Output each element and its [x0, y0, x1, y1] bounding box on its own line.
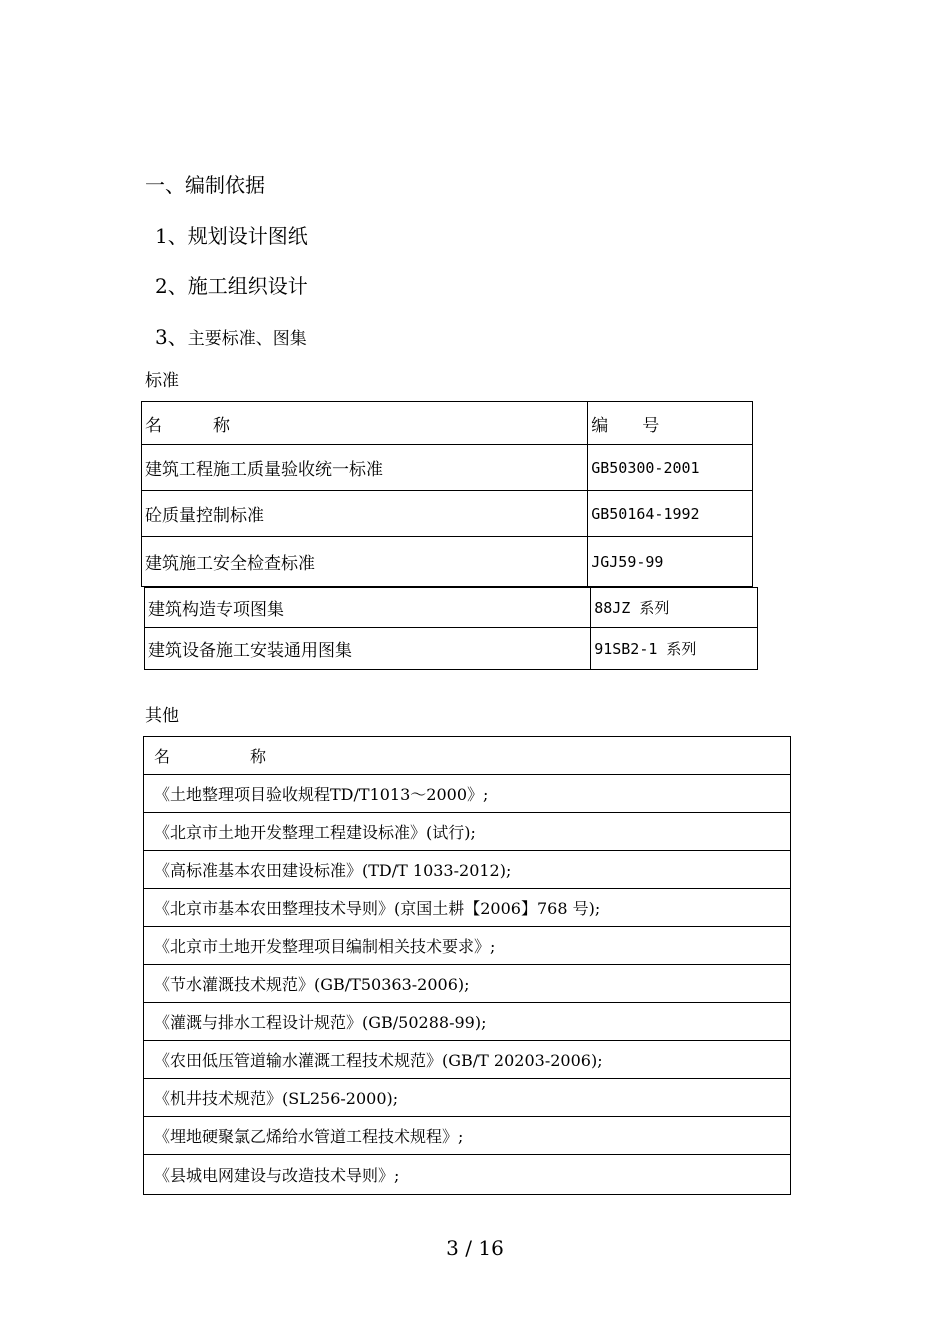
atlas-code: 91SB2-1 系列 [591, 628, 758, 670]
atlas-name: 建筑构造专项图集 [145, 588, 591, 628]
table-row [144, 813, 791, 851]
table-row [145, 588, 758, 628]
table-row [142, 445, 753, 491]
item-1-text: 规划设计图纸 [187, 224, 308, 248]
standard-name: 建筑工程施工质量验收统一标准 [142, 445, 588, 491]
standard-code: JGJ59-99 [588, 537, 753, 587]
other-label: 其他 [145, 706, 179, 726]
other-item: 《土地整理项目验收规程TD/T1013～2000》; [144, 775, 791, 813]
item-3-text: 主要标准、图集 [187, 329, 307, 349]
item-3 [155, 325, 307, 351]
standards-header-row [142, 402, 753, 445]
other-item: 《机井技术规范》(SL256-2000); [144, 1079, 791, 1117]
other-item: 《高标准基本农田建设标准》(TD/T 1033-2012); [144, 851, 791, 889]
table-row [142, 537, 753, 587]
table-row [144, 1003, 791, 1041]
section-title: 一、编制依据 [145, 173, 265, 197]
other-item: 《农田低压管道输水灌溉工程技术规范》(GB/T 20203-2006); [144, 1041, 791, 1079]
page-number: 3 / 16 [446, 1236, 504, 1260]
standard-name: 建筑施工安全检查标准 [142, 537, 588, 587]
table-row [144, 1041, 791, 1079]
other-item: 《节水灌溉技术规范》(GB/T50363-2006); [144, 965, 791, 1003]
other-item: 《北京市土地开发整理工程建设标准》(试行); [144, 813, 791, 851]
table-row [144, 775, 791, 813]
other-item: 《北京市基本农田整理技术导则》(京国土耕【2006】768 号); [144, 889, 791, 927]
other-table [143, 736, 791, 1195]
item-2 [155, 274, 308, 298]
item-3-number: 3、 [155, 325, 188, 349]
standards-header-name: 名 称 [142, 402, 588, 445]
standard-code: GB50300-2001 [588, 445, 753, 491]
item-1 [155, 224, 308, 248]
table-row [142, 491, 753, 537]
table-row [144, 927, 791, 965]
table-row [144, 1155, 791, 1195]
other-item: 《灌溉与排水工程设计规范》(GB/50288-99); [144, 1003, 791, 1041]
other-header-row [144, 737, 791, 775]
table-row [144, 1079, 791, 1117]
item-2-number: 2、 [155, 274, 188, 298]
atlas-code: 88JZ 系列 [591, 588, 758, 628]
other-item: 《北京市土地开发整理项目编制相关技术要求》; [144, 927, 791, 965]
table-row [144, 965, 791, 1003]
standards-label: 标准 [145, 371, 179, 391]
table-row [145, 628, 758, 670]
standards-table [141, 401, 753, 587]
other-header-name: 名 称 [144, 737, 791, 775]
other-item: 《县城电网建设与改造技术导则》; [144, 1155, 791, 1195]
atlas-name: 建筑设备施工安装通用图集 [145, 628, 591, 670]
standard-name: 砼质量控制标准 [142, 491, 588, 537]
standard-code: GB50164-1992 [588, 491, 753, 537]
item-1-number: 1、 [155, 224, 188, 248]
standards-header-code: 编 号 [588, 402, 753, 445]
item-2-text: 施工组织设计 [187, 274, 308, 298]
table-row [144, 851, 791, 889]
table-row [144, 889, 791, 927]
other-item: 《埋地硬聚氯乙烯给水管道工程技术规程》; [144, 1117, 791, 1155]
table-row [144, 1117, 791, 1155]
atlas-table [144, 587, 758, 670]
